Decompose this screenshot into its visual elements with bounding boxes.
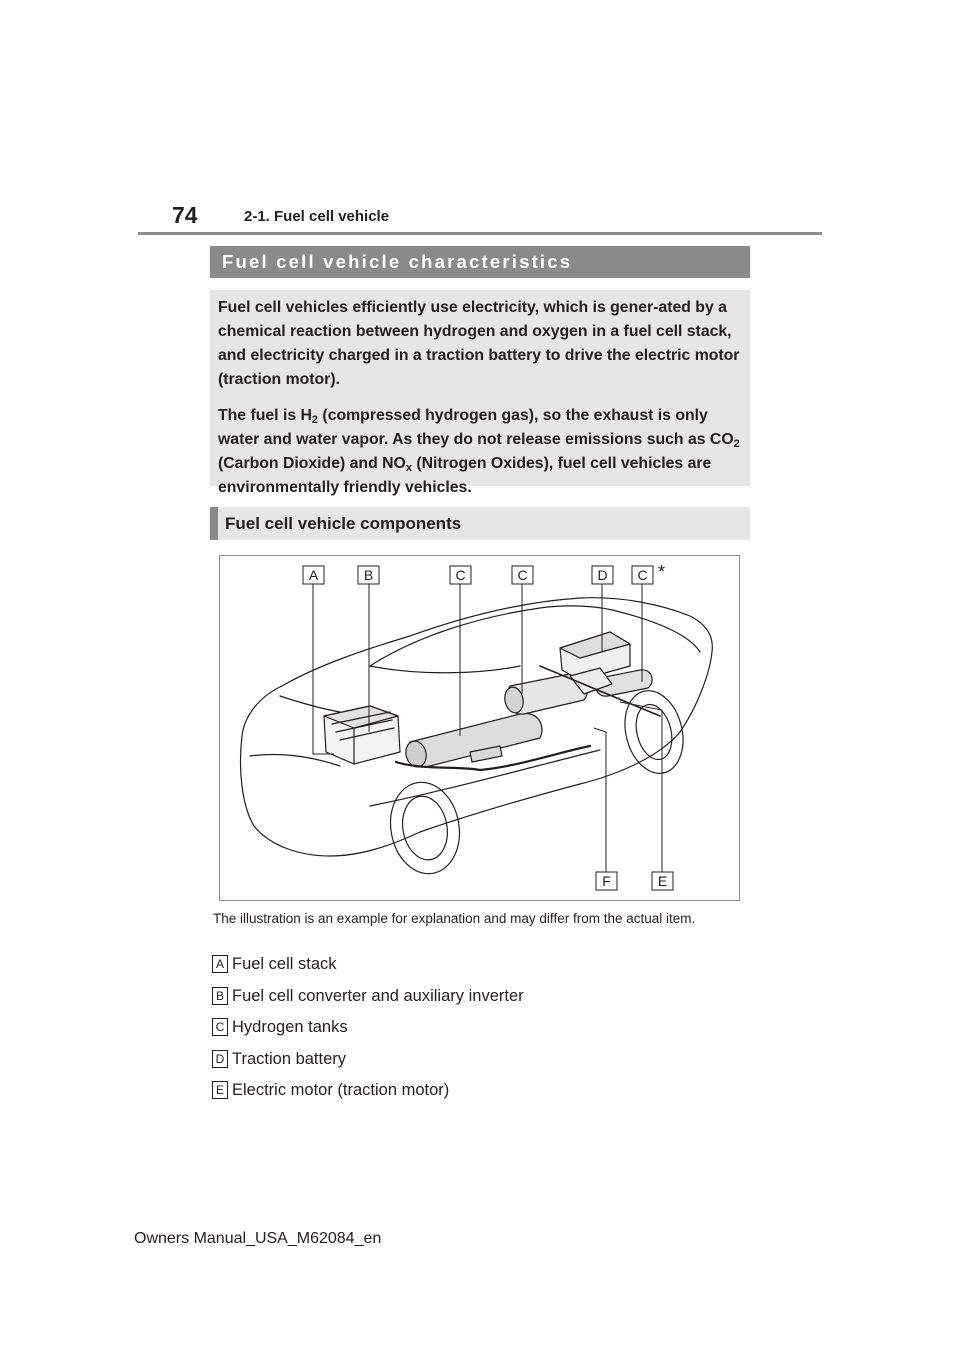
characteristics-box	[210, 290, 750, 496]
legend-key: D	[212, 1050, 228, 1068]
callout-a: A	[308, 567, 319, 583]
callout-asterisk: *	[658, 562, 666, 582]
components-heading: Fuel cell vehicle components	[210, 507, 750, 540]
page-number: 74	[172, 202, 198, 228]
legend-key: B	[212, 987, 228, 1005]
illustration-caption: The illustration is an example for explanation and may differ from the actual item.	[213, 911, 696, 926]
characteristics-heading: Fuel cell vehicle characteristics	[210, 246, 750, 278]
footer-manual-id: Owners Manual_USA_M62084_en	[134, 1230, 382, 1247]
legend-key: A	[212, 955, 228, 973]
legend-label: Electric motor (traction motor)	[232, 1081, 450, 1099]
callout-e: E	[657, 873, 668, 889]
characteristics-paragraph-2: The fuel is $H_2$ (compressed hydrogen gas), so the exhaust is only water and water vapor. As they do not release emissions such as $CO_2$ (Carbon Dioxide) and $NO_x$ (Nitrogen Oxides), fuel cell vehicles are environmentally friendly vehicles.	[218, 407, 740, 496]
leader-e	[620, 702, 662, 872]
legend-label: Hydrogen tanks	[232, 1018, 348, 1036]
callout-b: B	[363, 567, 374, 583]
legend-key: E	[212, 1081, 228, 1099]
section-title: 2-1. Fuel cell vehicle	[244, 208, 390, 225]
header-rule	[138, 232, 822, 235]
callout-f: F	[602, 873, 611, 889]
callout-c3: C	[637, 567, 648, 583]
characteristics-paragraph-1: Fuel cell vehicles efficiently use electricity, which is gener-ated by a chemical reaction between hydrogen and oxygen in a fuel cell stack, and electricity charged in a traction battery to drive the electric motor (traction motor).	[218, 299, 740, 388]
callout-c1: C	[455, 567, 466, 583]
legend-label: Traction battery	[232, 1049, 347, 1068]
callout-d: D	[597, 567, 608, 583]
legend-key: C	[212, 1018, 228, 1036]
legend-label: Fuel cell stack	[232, 955, 337, 973]
legend-label: Fuel cell converter and auxiliary inverter	[232, 986, 524, 1005]
vehicle-components-illustration	[219, 555, 740, 901]
callout-c2: C	[517, 567, 528, 583]
